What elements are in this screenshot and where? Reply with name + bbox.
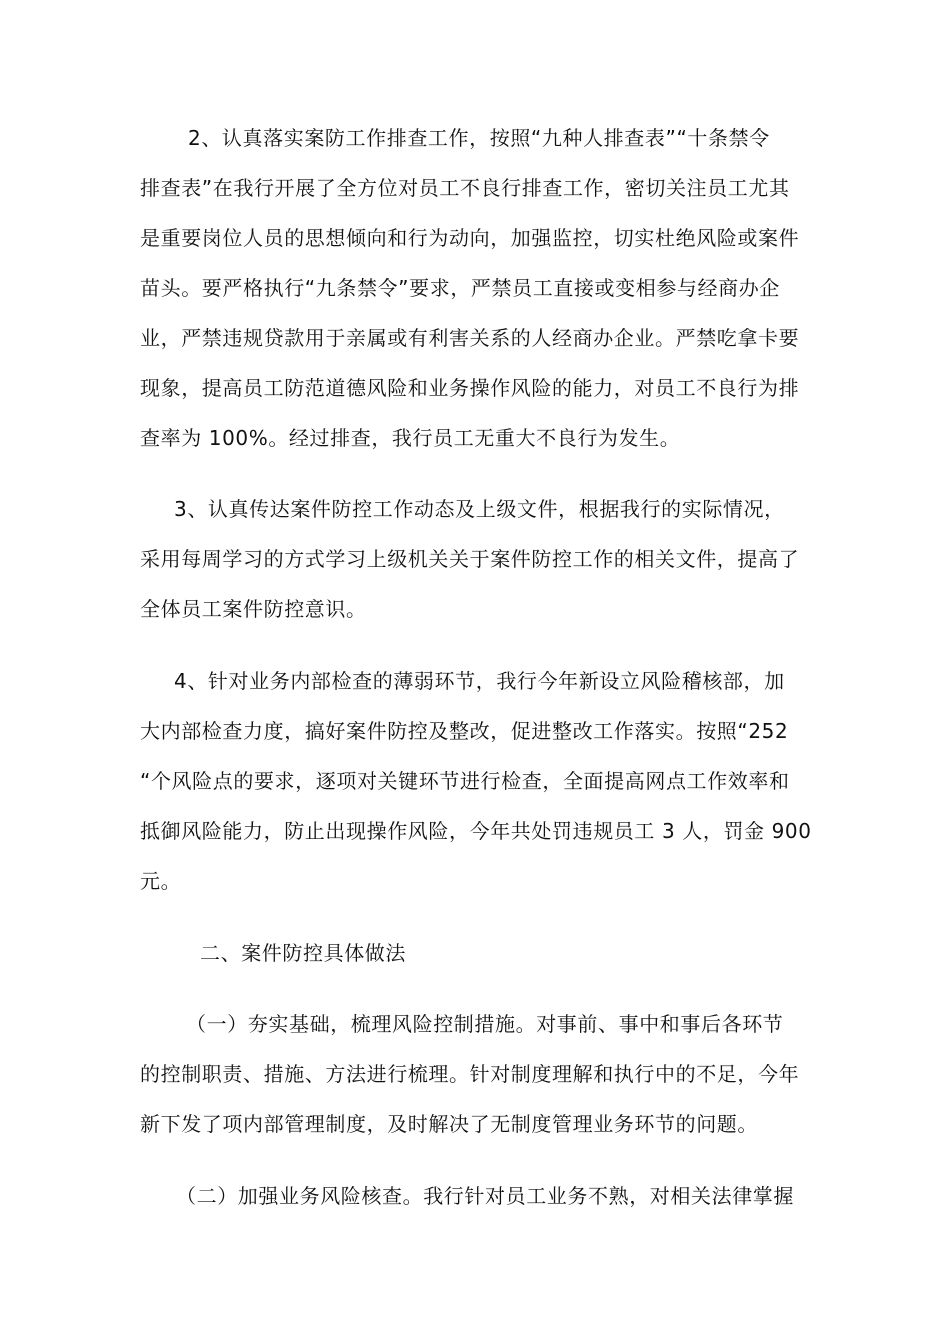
subsection-2-line-1: （二）加强业务风险核查。我行针对员工业务不熟，对相关法律掌握 xyxy=(176,1184,794,1208)
paragraph-2-line-2: 排查表”在我行开展了全方位对员工不良行排查工作，密切关注员工尤其 xyxy=(140,176,790,200)
paragraph-3-line-2: 采用每周学习的方式学习上级机关关于案件防控工作的相关文件，提高了 xyxy=(140,547,800,571)
subsection-1-line-3: 新下发了项内部管理制度，及时解决了无制度管理业务环节的问题。 xyxy=(140,1112,758,1136)
paragraph-2-line-4: 苗头。要严格执行“九条禁令”要求，严禁员工直接或变相参与经商办企 xyxy=(140,276,780,300)
section-heading: 二、案件防控具体做法 xyxy=(200,941,406,965)
subsection-1-line-2: 的控制职责、措施、方法进行梳理。针对制度理解和执行中的不足，今年 xyxy=(140,1062,800,1086)
paragraph-2-line-1: 2、认真落实案防工作排查工作，按照“九种人排查表”“十条禁令 xyxy=(188,126,770,150)
paragraph-3-line-3: 全体员工案件防控意识。 xyxy=(140,597,367,621)
paragraph-4-line-3: “个风险点的要求，逐项对关键环节进行检查，全面提高网点工作效率和 xyxy=(140,769,790,793)
paragraph-4-line-5: 元。 xyxy=(140,869,182,893)
subsection-1-line-1: （一）夯实基础，梳理风险控制措施。对事前、事中和事后各环节 xyxy=(186,1012,784,1036)
paragraph-2-line-5: 业，严禁违规贷款用于亲属或有利害关系的人经商办企业。严禁吃拿卡要 xyxy=(140,326,800,350)
paragraph-4-line-4: 抵御风险能力，防止出现操作风险，今年共处罚违规员工 3 人，罚金 900 xyxy=(140,819,812,843)
paragraph-4-line-2: 大内部检查力度，搞好案件防控及整改，促进整改工作落实。按照“252 xyxy=(140,719,789,743)
paragraph-2-line-6: 现象，提高员工防范道德风险和业务操作风险的能力，对员工不良行为排 xyxy=(140,376,800,400)
paragraph-2-line-7: 查率为 100%。经过排查，我行员工无重大不良行为发生。 xyxy=(140,426,681,450)
paragraph-2-line-3: 是重要岗位人员的思想倾向和行为动向，加强监控，切实杜绝风险或案件 xyxy=(140,226,800,250)
paragraph-3-line-1: 3、认真传达案件防控工作动态及上级文件，根据我行的实际情况， xyxy=(174,497,785,521)
paragraph-4-line-1: 4、针对业务内部检查的薄弱环节，我行今年新设立风险稽核部，加 xyxy=(174,669,785,693)
